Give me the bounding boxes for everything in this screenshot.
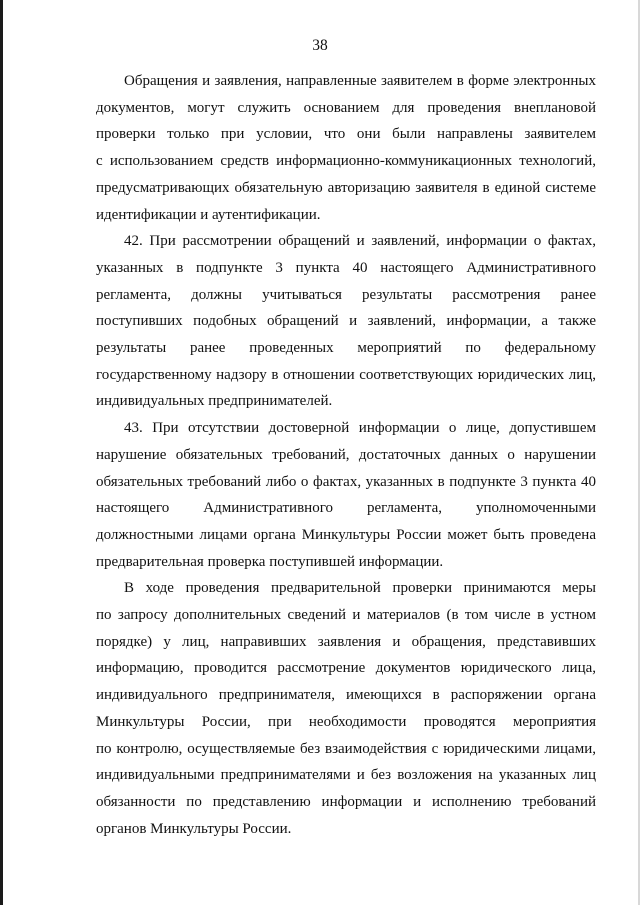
text-line: должностными лицами органа Минкультуры России может быть проведена xyxy=(96,526,596,543)
text-line: результаты ранее проведенных мероприятий по федеральному xyxy=(96,340,596,357)
text-line: предварительная проверка поступившей информации. xyxy=(96,553,444,570)
text-line: предусматривающих обязательную авторизацию заявителя в единой системе xyxy=(96,179,596,196)
text-line: информацию, проводится рассмотрение документов юридического лица, xyxy=(96,660,596,677)
text-line: органов Минкультуры России. xyxy=(96,820,292,837)
text-line: указанных в подпункте 3 пункта 40 настоящего Административного xyxy=(96,259,596,276)
text-line: индивидуального предпринимателя, имеющихся в распоряжении органа xyxy=(96,687,596,704)
text-line: обязанности по представлению информации и исполнению требований xyxy=(96,793,596,810)
text-line: поступивших подобных обращений и заявлений, информации, а также xyxy=(96,313,596,330)
text-line: нарушение обязательных требований, достаточных данных о нарушении xyxy=(96,446,596,463)
text-line: Обращения и заявления, направленные заявителем в форме электронных xyxy=(124,73,596,89)
text-line: регламента, должны учитываться результаты рассмотрения ранее xyxy=(96,286,596,303)
text-line: документов, могут служить основанием для проведения внеплановой xyxy=(96,99,596,116)
text-line: порядке) у лиц, направивших заявления и обращения, представивших xyxy=(96,633,596,650)
page-number: 38 xyxy=(312,37,328,54)
text-line: настоящего Административного регламента, уполномоченными xyxy=(96,500,596,517)
document-body xyxy=(96,68,596,842)
text-line: государственному надзору в отношении соответствующих юридических лиц, xyxy=(96,366,596,383)
text-line: проверки только при условии, что они были направлены заявителем xyxy=(96,126,596,143)
text-line: по контролю, осуществляемые без взаимодействия с юридическими лицами, xyxy=(96,740,596,757)
text-line: идентификации и аутентификации. xyxy=(96,206,321,223)
text-line: индивидуальными предпринимателями и без возложения на указанных лиц xyxy=(96,767,596,784)
text-line: по запросу дополнительных сведений и материалов (в том числе в устном xyxy=(96,607,596,624)
text-line: обязательных требований либо о фактах, указанных в подпункте 3 пункта 40 xyxy=(96,473,596,490)
text-line: Минкультуры России, при необходимости проводятся мероприятия xyxy=(96,713,596,730)
text-line: В ходе проведения предварительной проверки принимаются меры xyxy=(124,580,596,597)
text-line: 42. При рассмотрении обращений и заявлений, информации о фактах, xyxy=(124,233,596,250)
text-line: с использованием средств информационно-коммуникационных технологий, xyxy=(96,153,596,170)
text-line: 43. При отсутствии достоверной информации о лице, допустившем xyxy=(124,420,596,437)
text-line: индивидуальных предпринимателей. xyxy=(96,393,333,410)
